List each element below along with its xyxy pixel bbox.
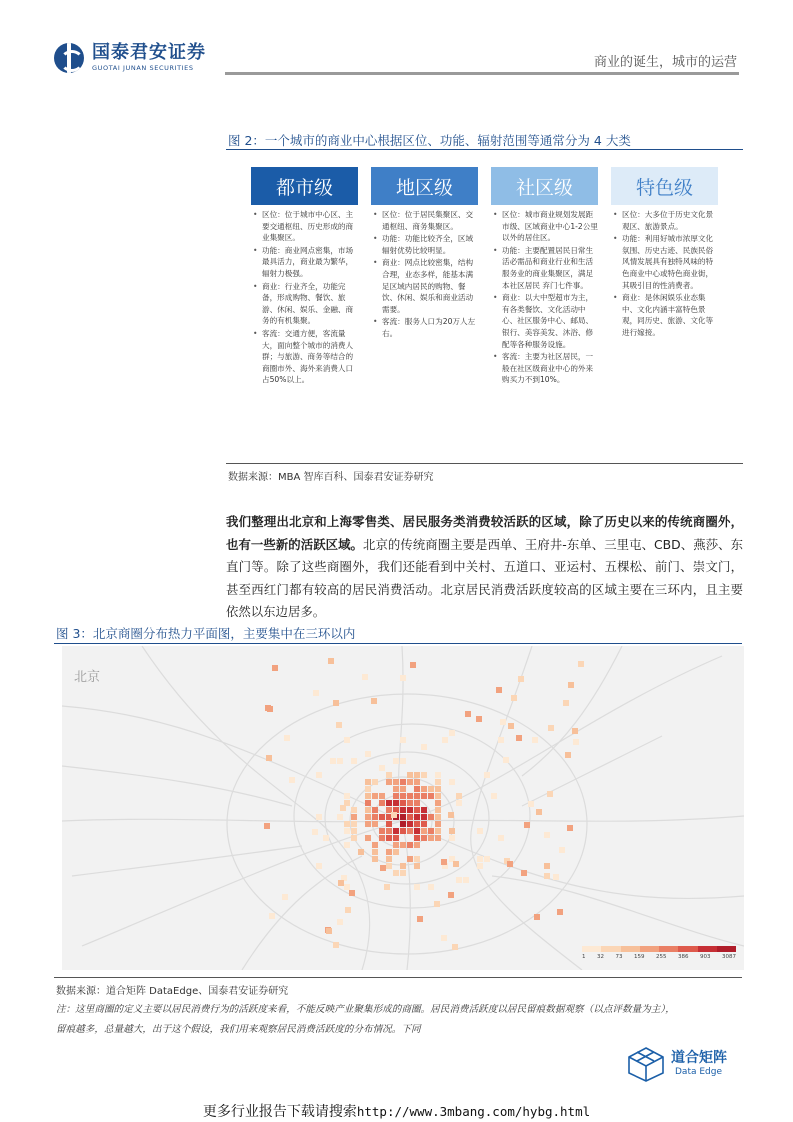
heat-cell (421, 835, 427, 841)
heat-cell (379, 828, 385, 834)
legend-swatch (678, 946, 697, 952)
company-logo-icon (54, 43, 84, 73)
heat-cell (344, 884, 350, 890)
heat-cell (407, 842, 413, 848)
heat-cell (362, 674, 368, 680)
heat-cell (365, 835, 371, 841)
figure2-title: 图 2：一个城市的商业中心根据区位、功能、辐射范围等通常分为 4 大类 (228, 133, 631, 148)
heat-cell (511, 695, 517, 701)
dataedge-cube-icon (625, 1046, 667, 1082)
heat-cell (435, 835, 441, 841)
figure2-source: 数据来源：MBA 智库百科、国泰君安证券研究 (228, 472, 434, 483)
heat-cell (414, 863, 420, 869)
heat-cell (435, 800, 441, 806)
heat-cell (400, 786, 406, 792)
heat-cell (452, 944, 458, 950)
category-bullet-item: • 功能：主要配置居民日常生活必需品和商业行业和生活服务业的商业集聚区，满足本社区居民 弃门七件事。 (491, 245, 598, 291)
heat-cell (400, 675, 406, 681)
heat-cell (337, 814, 343, 820)
heat-cell (428, 814, 434, 820)
heat-cell (435, 807, 441, 813)
heat-cell (379, 835, 385, 841)
heat-cell (379, 800, 385, 806)
heat-cell (476, 716, 482, 722)
legend-tick-label: 1 (582, 954, 586, 960)
heat-cell (365, 821, 371, 827)
category-header: 都市级 (251, 167, 358, 205)
category-header: 特色级 (611, 167, 718, 205)
heat-cell (565, 752, 571, 758)
heatmap-legend (582, 946, 736, 960)
heat-cell (282, 894, 288, 900)
category-header: 地区级 (371, 167, 478, 205)
legend-ticks (582, 954, 736, 960)
heat-cell (414, 821, 420, 827)
heat-cell (284, 735, 290, 741)
dataedge-name-en: Data Edge (675, 1067, 722, 1077)
heat-cell (316, 863, 322, 869)
heat-cell (421, 793, 427, 799)
heat-cell (567, 825, 573, 831)
heat-cell (456, 800, 462, 806)
figure2-source-divider (226, 463, 743, 464)
heat-cell (351, 758, 357, 764)
heat-cell (336, 722, 342, 728)
heat-cell (269, 913, 275, 919)
heat-cell (289, 777, 295, 783)
heat-cell (386, 849, 392, 855)
heat-cell (372, 821, 378, 827)
category-bullets (611, 209, 718, 339)
category-bullet-item: • 客流：服务人口为20万人左右。 (371, 316, 478, 339)
heat-cell (521, 870, 527, 876)
heat-cell (421, 772, 427, 778)
heat-cell (264, 823, 270, 829)
heat-cell (312, 829, 318, 835)
heat-cell (477, 856, 483, 862)
heat-cell (407, 779, 413, 785)
heat-cell (365, 779, 371, 785)
heat-cell (272, 665, 278, 671)
category-column (611, 167, 718, 340)
heat-cell (316, 814, 322, 820)
heat-cell (421, 821, 427, 827)
legend-swatch (621, 946, 640, 952)
legend-tick-label: 159 (634, 954, 645, 960)
heat-cell (435, 821, 441, 827)
heat-cell (428, 786, 434, 792)
company-name-cn: 国泰君安证券 (92, 42, 206, 64)
category-bullet-item: • 客流：主要为社区居民，一般在社区级商业中心的外来购买力不到10%。 (491, 351, 598, 386)
heat-cell (414, 772, 420, 778)
heat-cell (557, 909, 563, 915)
heat-cell (365, 793, 371, 799)
heat-cell (393, 828, 399, 834)
heat-cell (337, 758, 343, 764)
heat-cell (386, 835, 392, 841)
legend-color-bar (582, 946, 736, 952)
paragraph-bold: 我们整理出北京和上海零售类、居民服务类消费较活跃的区域，除了历史以来的传统商圈外，也有一些新的活跃区域。 (226, 514, 743, 552)
heat-cell (344, 828, 350, 834)
legend-tick-label: 73 (615, 954, 623, 960)
heat-cell (572, 728, 578, 734)
heat-cell (414, 814, 420, 820)
heat-cell (386, 828, 392, 834)
heat-cell (421, 744, 427, 750)
figure3-title: 图 3：北京商圈分布热力平面图，主要集中在三环以内 (56, 626, 356, 641)
figure3-source-divider (54, 977, 742, 978)
heat-cell (421, 814, 427, 820)
heat-cell (456, 877, 462, 883)
figure3-title-underline (54, 643, 742, 644)
heat-cell (448, 812, 454, 818)
heat-cell (544, 873, 550, 879)
heat-cell (393, 779, 399, 785)
heat-cell (548, 725, 554, 731)
heat-cell (516, 735, 522, 741)
heat-cell (421, 786, 427, 792)
header-divider (225, 72, 739, 75)
heat-cell (345, 907, 351, 913)
category-bullet-item: • 商业：网点比较密集，结构合理，业态多样，能基本满足区域内居民的购物、餐饮、休闲、娱乐和商业活动需要。 (371, 257, 478, 315)
heat-cell (435, 786, 441, 792)
legend-tick-label: 903 (700, 954, 711, 960)
heat-cell (453, 861, 459, 867)
heat-cell (428, 828, 434, 834)
legend-swatch (717, 946, 736, 952)
dataedge-name-cn: 道合矩阵 (671, 1050, 727, 1066)
heat-cell (400, 737, 406, 743)
heat-cell (338, 880, 344, 886)
heat-cell (553, 874, 559, 880)
legend-swatch (582, 946, 601, 952)
heat-cell (351, 821, 357, 827)
legend-swatch (698, 946, 717, 952)
heat-cell (435, 793, 441, 799)
category-bullet-item: • 商业：是休闲娱乐业态集中、文化内涵丰富特色景观，同历史、旅游、文化等进行嫁接。 (611, 292, 718, 338)
heat-cell (372, 856, 378, 862)
figure3-source: 数据来源：道合矩阵 DataEdge、国泰君安证券研究 (56, 986, 289, 997)
footer-download (0, 1101, 793, 1121)
company-name-en: GUOTAI JUNAN SECURITIES (92, 64, 194, 73)
heat-cell (500, 719, 506, 725)
heat-cell (449, 835, 455, 841)
category-bullet-item: • 客流：交通方便，客流量大，面向整个城市的消费人群；与旅游、商务等结合的商圈市外、海外来消费人口占50%以上。 (251, 328, 358, 386)
heat-cell (442, 737, 448, 743)
heat-cell (414, 856, 420, 862)
heat-cell (407, 821, 413, 827)
heat-cell (351, 835, 357, 841)
category-bullet-item: • 功能：商业网点密集，市场最具活力，商业最为繁华，辐射力极强。 (251, 245, 358, 280)
heat-cell (328, 658, 334, 664)
heat-cell (484, 856, 490, 862)
heat-cell (266, 755, 272, 761)
category-column (251, 167, 358, 387)
heat-cell (358, 849, 364, 855)
heat-cell (351, 828, 357, 834)
heat-cell (400, 828, 406, 834)
heat-cell (563, 700, 569, 706)
heat-cell (484, 772, 490, 778)
heat-cell (372, 807, 378, 813)
heat-cell (449, 828, 455, 834)
heat-cell (372, 849, 378, 855)
heat-cell (414, 884, 420, 890)
heat-cell (421, 807, 427, 813)
heat-cell (330, 758, 336, 764)
heat-cell (372, 779, 378, 785)
heat-cell (400, 814, 406, 820)
category-bullet-item: • 功能：利用好城市浓厚文化氛围、历史古迹、民族民俗风情发展具有独特风味的特色商业中心或特色商业街，其吸引目的性消费者。 (611, 233, 718, 291)
heat-cell (532, 737, 538, 743)
heat-cell (400, 793, 406, 799)
heat-cell (465, 711, 471, 717)
heat-cell (407, 793, 413, 799)
heat-cell (400, 863, 406, 869)
category-header: 社区级 (491, 167, 598, 205)
category-bullet-item: • 区位：大多位于历史文化景观区、旅游景点。 (611, 209, 718, 232)
category-bullet-item: • 区位：位于居民集聚区、交通枢纽、商务集聚区。 (371, 209, 478, 232)
legend-swatch (601, 946, 620, 952)
heat-cell (568, 682, 574, 688)
heat-cell (410, 662, 416, 668)
heat-cell (323, 835, 329, 841)
category-bullet-item: • 区位：城市商业规划发展距市级、区域商业中心1-2公里以外的居住区。 (491, 209, 598, 244)
heat-cell (365, 751, 371, 757)
heat-cell (414, 786, 420, 792)
heat-cell (463, 877, 469, 883)
heat-cell (371, 698, 377, 704)
heat-cell (393, 793, 399, 799)
heat-cell (386, 800, 392, 806)
heat-cell (496, 687, 502, 693)
report-title: 商业的诞生，城市的运营 (593, 55, 737, 70)
heat-cell (448, 892, 454, 898)
footer-text: 更多行业报告下载请搜索 (202, 1104, 357, 1120)
heat-cell (407, 856, 413, 862)
heat-cell (400, 821, 406, 827)
figure3-note-line1: 注：这里商圈的定义主要以居民消费行为的活跃度来看，不能反映产业聚集形成的商圈。居民消费活跃度以居民留痕数据观察（以点评数量为主）， (56, 1004, 675, 1015)
heat-cell (534, 914, 540, 920)
heat-cell (400, 870, 406, 876)
heat-cell (524, 822, 530, 828)
category-column (491, 167, 598, 387)
legend-tick-label: 255 (656, 954, 667, 960)
heat-cell (400, 807, 406, 813)
heatmap-roads (62, 646, 744, 970)
heat-cell (386, 863, 392, 869)
heat-cell (547, 791, 553, 797)
map-label-beijing: 北京 (74, 670, 101, 685)
heat-cell (508, 723, 514, 729)
heat-cell (372, 814, 378, 820)
paragraph-rest: 北京的传统商圈主要是西单、王府井-东单、三里屯、CBD、燕莎、东直门等。除了这些商圈外，我们还能看到中关村、五道口、亚运村、五棵松、前门、崇文门，甚至西红门都有较高的居民消费活动。北京居民消费活跃度较高的区域主要在三环内，且主要依然以东边居多。 (226, 536, 743, 619)
heat-cell (400, 758, 406, 764)
heat-cell (316, 772, 322, 778)
heat-cell (351, 814, 357, 820)
heat-cell (435, 772, 441, 778)
heat-cell (518, 676, 524, 682)
heat-cell (428, 835, 434, 841)
heat-cell (333, 700, 339, 706)
heat-cell (372, 842, 378, 848)
category-bullet-item: • 区位：位于城市中心区、主要交通枢纽、历史形成的商业集聚区。 (251, 209, 358, 244)
category-column (371, 167, 478, 341)
heat-cell (391, 812, 397, 818)
heat-cell (428, 793, 434, 799)
heat-cell (573, 739, 579, 745)
heat-cell (407, 772, 413, 778)
heat-cell (386, 821, 392, 827)
heat-cell (435, 779, 441, 785)
legend-tick-label: 3087 (722, 954, 736, 960)
heat-cell (441, 859, 447, 865)
heat-cell (340, 805, 346, 811)
footer-url-link[interactable]: http://www.3mbang.com/hybg.html (356, 1104, 591, 1119)
heat-cell (351, 807, 357, 813)
company-logo (54, 43, 206, 73)
heat-cell (407, 807, 413, 813)
heat-cell (417, 916, 423, 922)
heat-cell (435, 828, 441, 834)
heat-cell (456, 793, 462, 799)
heat-cell (507, 861, 513, 867)
heat-cell (414, 842, 420, 848)
heat-cell (498, 737, 504, 743)
heat-cell (449, 730, 455, 736)
legend-tick-label: 386 (678, 954, 689, 960)
heat-cell (393, 835, 399, 841)
category-bullet-item: • 商业：以大中型超市为主，有各类餐饮、文化活动中心、社区服务中心、邮局、银行、美容美发、沐浴、修配等各种服务设施。 (491, 292, 598, 350)
heat-cell (528, 801, 534, 807)
heat-cell (400, 779, 406, 785)
heat-cell (365, 807, 371, 813)
heat-cell (333, 942, 339, 948)
heat-cell (544, 832, 550, 838)
heat-cell (344, 821, 350, 827)
heat-cell (503, 757, 509, 763)
figure2-title-underline (226, 149, 743, 150)
heatmap (62, 646, 744, 970)
heat-cell (386, 779, 392, 785)
heat-cell (393, 842, 399, 848)
heat-cell (349, 890, 355, 896)
heat-cell (379, 814, 385, 820)
heat-cell (414, 779, 420, 785)
heat-cell (435, 814, 441, 820)
heat-cell (498, 835, 504, 841)
category-bullets (371, 209, 478, 340)
category-bullet-item: • 商业：行业齐全，功能完备，形成购物、餐饮、旅游、休闲、娱乐、金融、商务的有机集聚。 (251, 281, 358, 327)
heat-cell (379, 765, 385, 771)
heat-cell (393, 870, 399, 876)
heat-cell (400, 800, 406, 806)
heat-cell (365, 814, 371, 820)
heat-cell (491, 793, 497, 799)
heat-cell (344, 842, 350, 848)
heat-cell (414, 828, 420, 834)
heat-cell (400, 842, 406, 848)
heat-cell (428, 884, 434, 890)
heat-cell (326, 928, 332, 934)
heat-cell (421, 828, 427, 834)
body-paragraph (226, 511, 743, 624)
heat-cell (393, 849, 399, 855)
heat-cell (407, 814, 413, 820)
heat-cell (414, 800, 420, 806)
heat-cell (434, 901, 440, 907)
dataedge-logo (625, 1046, 727, 1082)
heat-cell (407, 800, 413, 806)
heat-cell (477, 828, 483, 834)
heat-cell (337, 919, 343, 925)
heat-cell (344, 737, 350, 743)
heat-cell (365, 786, 371, 792)
heat-cell (407, 828, 413, 834)
heat-cell (386, 856, 392, 862)
heat-cell (344, 793, 350, 799)
heat-cell (578, 661, 584, 667)
heat-cell (414, 807, 420, 813)
heat-cell (544, 863, 550, 869)
legend-tick-label: 32 (597, 954, 604, 960)
category-bullets (491, 209, 598, 386)
heat-cell (379, 793, 385, 799)
category-bullet-item: • 功能：功能比较齐全，区域辐射优势比较明显。 (371, 233, 478, 256)
heat-cell (372, 793, 378, 799)
heat-cell (393, 786, 399, 792)
heat-cell (414, 835, 420, 841)
figure3-note-line2: 留痕越多，总量越大，出于这个假设，我们用来观察居民消费活跃度的分布情况。下同 (56, 1024, 421, 1035)
heat-cell (380, 865, 386, 871)
heat-cell (393, 758, 399, 764)
legend-swatch (640, 946, 659, 952)
heat-cell (393, 800, 399, 806)
heat-cell (559, 847, 565, 853)
category-bullets (251, 209, 358, 386)
heat-cell (536, 809, 542, 815)
legend-swatch (659, 946, 678, 952)
heat-cell (449, 779, 455, 785)
heat-cell (414, 793, 420, 799)
heat-cell (313, 690, 319, 696)
heat-cell (441, 935, 447, 941)
heat-cell (365, 800, 371, 806)
heat-cell (265, 705, 271, 711)
heat-cell (384, 884, 390, 890)
heat-cell (477, 863, 483, 869)
heat-cell (386, 772, 392, 778)
